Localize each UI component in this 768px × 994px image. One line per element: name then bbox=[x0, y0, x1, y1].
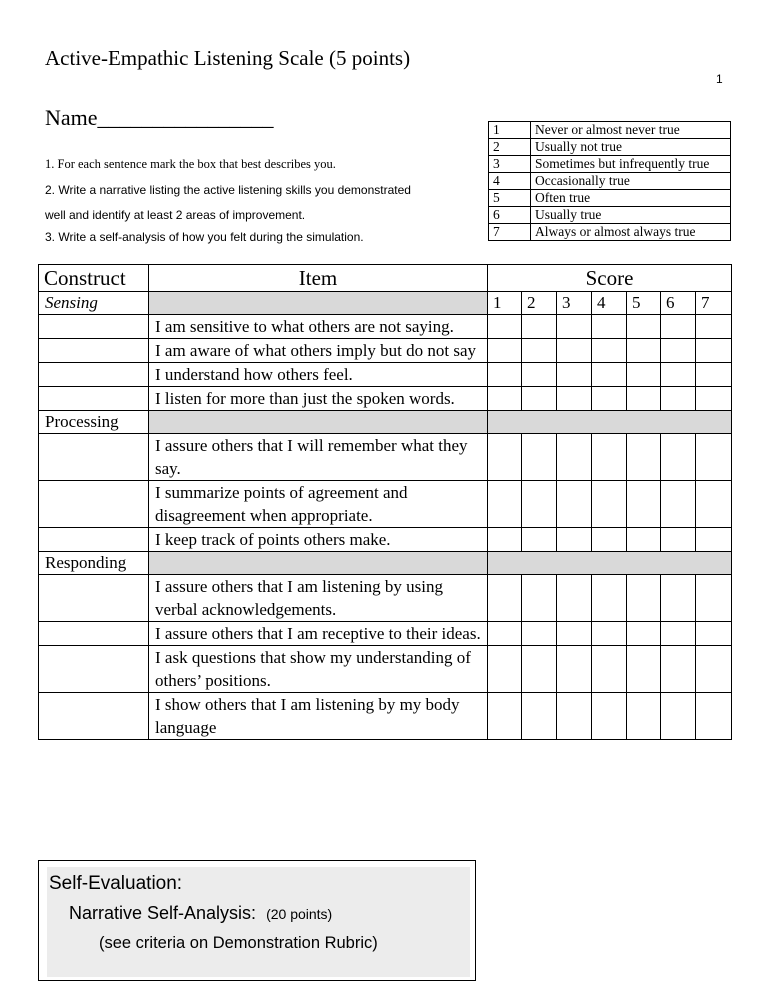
score-checkbox-cell[interactable] bbox=[557, 646, 592, 693]
scale-legend-table bbox=[488, 121, 731, 241]
construct-cell bbox=[39, 387, 149, 411]
score-checkbox-cell[interactable] bbox=[627, 622, 661, 646]
score-checkbox-cell[interactable] bbox=[627, 481, 661, 528]
score-checkbox-cell[interactable] bbox=[557, 693, 592, 740]
score-checkbox-cell[interactable] bbox=[696, 339, 732, 363]
self-evaluation-box bbox=[38, 860, 476, 981]
construct-cell bbox=[39, 693, 149, 740]
score-checkbox-cell[interactable] bbox=[696, 693, 732, 740]
table-row bbox=[39, 575, 732, 622]
scale-number: 5 bbox=[489, 190, 531, 207]
construct-cell bbox=[39, 315, 149, 339]
score-checkbox-cell[interactable] bbox=[627, 315, 661, 339]
scale-row bbox=[489, 173, 731, 190]
score-checkbox-cell[interactable] bbox=[627, 646, 661, 693]
score-checkbox-cell[interactable] bbox=[488, 528, 522, 552]
table-row bbox=[39, 387, 732, 411]
score-checkbox-cell[interactable] bbox=[592, 622, 627, 646]
score-checkbox-cell[interactable] bbox=[661, 693, 696, 740]
score-checkbox-cell[interactable] bbox=[522, 434, 557, 481]
item-text: I assure others that I will remember what they say. bbox=[149, 434, 488, 481]
table-row bbox=[39, 646, 732, 693]
score-checkbox-cell[interactable] bbox=[592, 434, 627, 481]
construct-cell bbox=[39, 481, 149, 528]
score-checkbox-cell[interactable] bbox=[696, 363, 732, 387]
score-checkbox-cell[interactable] bbox=[488, 387, 522, 411]
score-checkbox-cell[interactable] bbox=[661, 646, 696, 693]
score-checkbox-cell[interactable] bbox=[522, 363, 557, 387]
score-checkbox-cell[interactable] bbox=[661, 622, 696, 646]
score-checkbox-cell[interactable] bbox=[488, 575, 522, 622]
score-checkbox-cell[interactable] bbox=[488, 339, 522, 363]
construct-row bbox=[39, 411, 732, 434]
score-checkbox-cell[interactable] bbox=[488, 646, 522, 693]
item-text: I listen for more than just the spoken words. bbox=[149, 387, 488, 411]
score-checkbox-cell[interactable] bbox=[557, 575, 592, 622]
item-text: I assure others that I am listening by using verbal acknowledgements. bbox=[149, 575, 488, 622]
score-checkbox-cell[interactable] bbox=[696, 481, 732, 528]
score-checkbox-cell[interactable] bbox=[557, 339, 592, 363]
score-checkbox-cell[interactable] bbox=[592, 363, 627, 387]
score-checkbox-cell[interactable] bbox=[488, 315, 522, 339]
score-checkbox-cell[interactable] bbox=[522, 622, 557, 646]
score-checkbox-cell[interactable] bbox=[696, 646, 732, 693]
item-text: I ask questions that show my understanding of others’ positions. bbox=[149, 646, 488, 693]
criteria-note: (see criteria on Demonstration Rubric) bbox=[99, 934, 378, 952]
score-checkbox-cell[interactable] bbox=[522, 315, 557, 339]
score-column-header: 2 bbox=[522, 292, 557, 315]
construct-cell bbox=[39, 339, 149, 363]
score-checkbox-cell[interactable] bbox=[627, 693, 661, 740]
construct-label: Sensing bbox=[39, 292, 149, 315]
score-checkbox-cell[interactable] bbox=[696, 575, 732, 622]
score-checkbox-cell[interactable] bbox=[557, 481, 592, 528]
score-column-header: 6 bbox=[661, 292, 696, 315]
construct-item-shade bbox=[149, 292, 488, 315]
scale-row bbox=[489, 139, 731, 156]
score-checkbox-cell[interactable] bbox=[592, 693, 627, 740]
instruction-2: 2. Write a narrative listing the active listening skills you demonstrated bbox=[45, 183, 411, 197]
score-checkbox-cell[interactable] bbox=[592, 387, 627, 411]
scale-number: 4 bbox=[489, 173, 531, 190]
construct-row bbox=[39, 292, 732, 315]
score-checkbox-cell[interactable] bbox=[592, 528, 627, 552]
construct-item-shade bbox=[149, 411, 488, 434]
score-checkbox-cell[interactable] bbox=[696, 387, 732, 411]
score-checkbox-cell[interactable] bbox=[696, 528, 732, 552]
score-checkbox-cell[interactable] bbox=[488, 622, 522, 646]
score-checkbox-cell[interactable] bbox=[557, 315, 592, 339]
scale-description: Usually not true bbox=[531, 139, 731, 156]
item-header: Item bbox=[149, 265, 488, 292]
scale-description: Always or almost always true bbox=[531, 224, 731, 241]
scale-description: Occasionally true bbox=[531, 173, 731, 190]
score-checkbox-cell[interactable] bbox=[627, 575, 661, 622]
score-column-header: 1 bbox=[488, 292, 522, 315]
score-checkbox-cell[interactable] bbox=[627, 434, 661, 481]
table-row bbox=[39, 434, 732, 481]
self-analysis-heading bbox=[69, 903, 332, 924]
score-checkbox-cell[interactable] bbox=[661, 481, 696, 528]
score-checkbox-cell[interactable] bbox=[661, 315, 696, 339]
name-field-label: Name________________ bbox=[45, 105, 274, 130]
score-checkbox-cell[interactable] bbox=[522, 575, 557, 622]
construct-label: Responding bbox=[39, 552, 149, 575]
construct-cell bbox=[39, 363, 149, 387]
instruction-1: 1. For each sentence mark the box that best describes you. bbox=[45, 157, 336, 171]
instruction-2-continued: well and identify at least 2 areas of improvement. bbox=[45, 208, 306, 222]
scale-row bbox=[489, 190, 731, 207]
score-checkbox-cell[interactable] bbox=[661, 339, 696, 363]
construct-header: Construct bbox=[39, 265, 149, 292]
item-text: I summarize points of agreement and disagreement when appropriate. bbox=[149, 481, 488, 528]
score-checkbox-cell[interactable] bbox=[627, 528, 661, 552]
score-checkbox-cell[interactable] bbox=[627, 387, 661, 411]
score-checkbox-cell[interactable] bbox=[627, 363, 661, 387]
score-checkbox-cell[interactable] bbox=[557, 528, 592, 552]
score-checkbox-cell[interactable] bbox=[488, 363, 522, 387]
scale-number: 3 bbox=[489, 156, 531, 173]
score-checkbox-cell[interactable] bbox=[661, 387, 696, 411]
item-text: I keep track of points others make. bbox=[149, 528, 488, 552]
score-checkbox-cell[interactable] bbox=[557, 387, 592, 411]
score-checkbox-cell[interactable] bbox=[592, 575, 627, 622]
score-header: Score bbox=[488, 265, 732, 292]
scale-number: 7 bbox=[489, 224, 531, 241]
construct-cell bbox=[39, 528, 149, 552]
table-row bbox=[39, 622, 732, 646]
score-checkbox-cell[interactable] bbox=[627, 339, 661, 363]
scale-number: 6 bbox=[489, 207, 531, 224]
scale-row bbox=[489, 122, 731, 139]
score-checkbox-cell[interactable] bbox=[557, 622, 592, 646]
score-checkbox-cell[interactable] bbox=[696, 622, 732, 646]
table-row bbox=[39, 481, 732, 528]
page-number: 1 bbox=[716, 72, 723, 86]
score-checkbox-cell[interactable] bbox=[557, 434, 592, 481]
score-checkbox-cell[interactable] bbox=[488, 481, 522, 528]
points-label: (20 points) bbox=[266, 906, 333, 922]
table-row bbox=[39, 528, 732, 552]
scale-row bbox=[489, 224, 731, 241]
item-text: I show others that I am listening by my body language bbox=[149, 693, 488, 740]
score-checkbox-cell[interactable] bbox=[696, 315, 732, 339]
scale-description: Sometimes but infrequently true bbox=[531, 156, 731, 173]
score-checkbox-cell[interactable] bbox=[522, 387, 557, 411]
scale-description: Usually true bbox=[531, 207, 731, 224]
score-checkbox-cell[interactable] bbox=[592, 315, 627, 339]
table-row bbox=[39, 339, 732, 363]
score-checkbox-cell[interactable] bbox=[522, 528, 557, 552]
score-checkbox-cell[interactable] bbox=[557, 363, 592, 387]
construct-cell bbox=[39, 622, 149, 646]
scale-description: Often true bbox=[531, 190, 731, 207]
item-text: I understand how others feel. bbox=[149, 363, 488, 387]
score-checkbox-cell[interactable] bbox=[661, 575, 696, 622]
score-checkbox-cell[interactable] bbox=[661, 363, 696, 387]
self-evaluation-title: Self-Evaluation: bbox=[49, 873, 183, 894]
score-shade bbox=[488, 552, 732, 575]
construct-cell bbox=[39, 434, 149, 481]
item-text: I am sensitive to what others are not saying. bbox=[149, 315, 488, 339]
construct-item-shade bbox=[149, 552, 488, 575]
item-text: I assure others that I am receptive to their ideas. bbox=[149, 622, 488, 646]
scale-number: 1 bbox=[489, 122, 531, 139]
construct-row bbox=[39, 552, 732, 575]
score-checkbox-cell[interactable] bbox=[488, 434, 522, 481]
score-checkbox-cell[interactable] bbox=[592, 339, 627, 363]
score-checkbox-cell[interactable] bbox=[661, 528, 696, 552]
table-header-row bbox=[39, 265, 732, 292]
score-checkbox-cell[interactable] bbox=[522, 339, 557, 363]
item-text: I am aware of what others imply but do not say bbox=[149, 339, 488, 363]
page-title: Active-Empathic Listening Scale (5 points) bbox=[45, 46, 411, 70]
listening-scale-table bbox=[38, 264, 732, 740]
self-evaluation-panel bbox=[47, 867, 470, 977]
instruction-3: 3. Write a self-analysis of how you felt during the simulation. bbox=[45, 230, 364, 244]
score-checkbox-cell[interactable] bbox=[522, 646, 557, 693]
score-column-header: 3 bbox=[557, 292, 592, 315]
score-checkbox-cell[interactable] bbox=[661, 434, 696, 481]
score-checkbox-cell[interactable] bbox=[592, 481, 627, 528]
scale-description: Never or almost never true bbox=[531, 122, 731, 139]
score-column-header: 7 bbox=[696, 292, 732, 315]
construct-cell bbox=[39, 646, 149, 693]
score-checkbox-cell[interactable] bbox=[522, 481, 557, 528]
self-analysis-label: Narrative Self-Analysis: bbox=[69, 903, 257, 923]
table-row bbox=[39, 363, 732, 387]
score-checkbox-cell[interactable] bbox=[592, 646, 627, 693]
score-checkbox-cell[interactable] bbox=[522, 693, 557, 740]
score-column-header: 4 bbox=[592, 292, 627, 315]
score-column-header: 5 bbox=[627, 292, 661, 315]
table-row bbox=[39, 315, 732, 339]
score-shade bbox=[488, 411, 732, 434]
construct-cell bbox=[39, 575, 149, 622]
score-checkbox-cell[interactable] bbox=[696, 434, 732, 481]
scale-row bbox=[489, 207, 731, 224]
scale-number: 2 bbox=[489, 139, 531, 156]
scale-row bbox=[489, 156, 731, 173]
table-row bbox=[39, 693, 732, 740]
construct-label: Processing bbox=[39, 411, 149, 434]
score-checkbox-cell[interactable] bbox=[488, 693, 522, 740]
